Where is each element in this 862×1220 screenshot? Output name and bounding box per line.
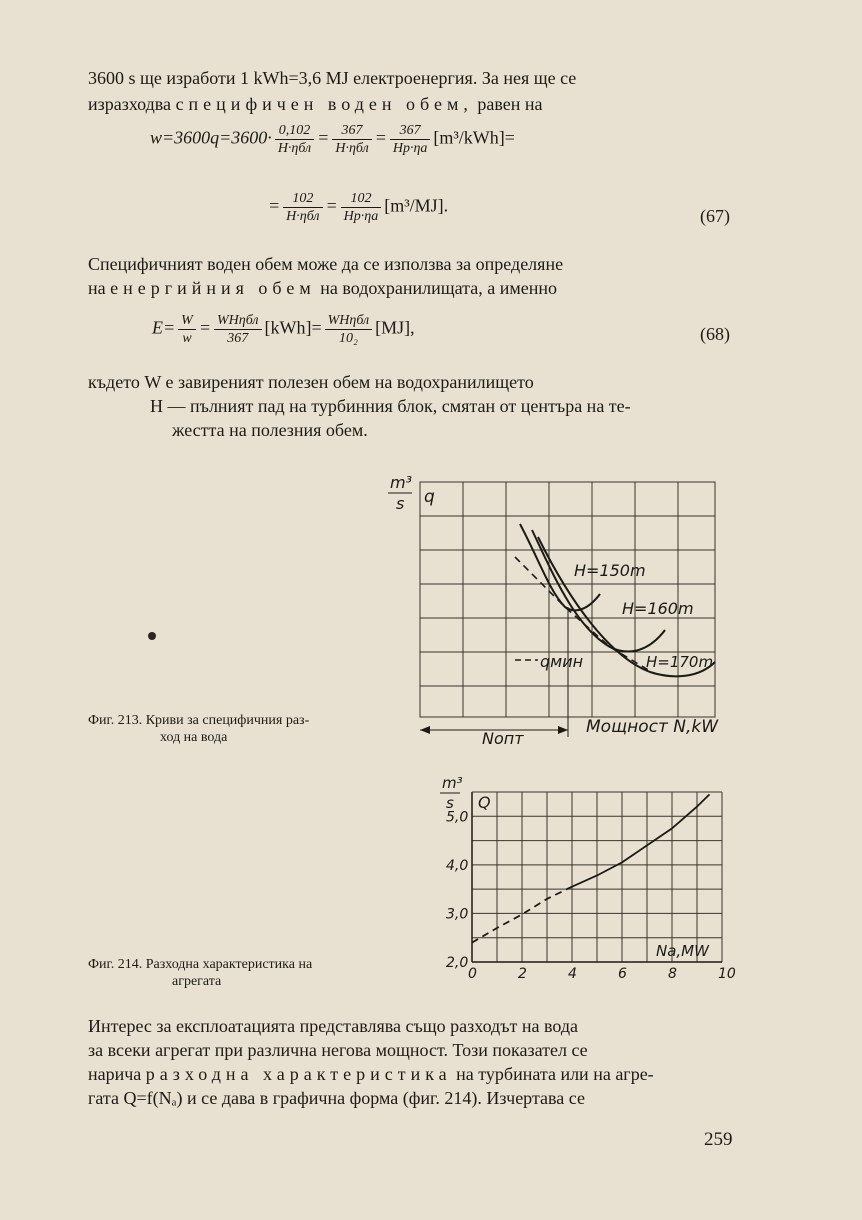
fraction xyxy=(178,312,196,347)
x-tick-label: 10 xyxy=(718,966,736,982)
numerator: 367 xyxy=(390,122,431,140)
fig214-xlabel: Nа,MW xyxy=(656,942,709,960)
curve-label-h170: H=170m xyxy=(646,653,714,671)
fig214-ylabel-den: s xyxy=(446,794,454,812)
text-fragment: на водохранилищата, а именно xyxy=(320,278,558,298)
bullet-dot xyxy=(148,632,156,640)
body-text-line: Специфичният воден обем може да се използва за определяне xyxy=(88,254,564,274)
fig213-ylabel-den: s xyxy=(396,494,405,513)
body-text-line xyxy=(88,1062,654,1086)
equation-number: (68) xyxy=(700,324,730,344)
fig214-ylabel-num: m³ xyxy=(442,774,463,792)
text-fragment: на турбината или на агре- xyxy=(456,1064,654,1084)
curve-label-h150: H=150m xyxy=(574,561,646,580)
unit: [m³/kWh]= xyxy=(433,127,515,148)
denominator: 10₂ xyxy=(338,331,358,346)
emphasized-term: енергийния обем xyxy=(110,278,316,298)
y-tick-label: 2,0 xyxy=(446,955,469,971)
body-text-line xyxy=(88,276,557,300)
equals-sign: = xyxy=(325,195,338,216)
x-tick-label: 0 xyxy=(468,966,477,982)
nopt-label: Nопт xyxy=(482,729,524,748)
denominator: Hр·ηа xyxy=(343,209,379,224)
numerator: WHηбл xyxy=(325,312,373,330)
emphasized-term: разходна характеристика xyxy=(145,1064,452,1084)
body-text-line: гата Q=f(Nₐ) и се дава в графична форма (фиг. 214). Изчертава се xyxy=(88,1088,585,1108)
equals-sign: = xyxy=(268,195,281,216)
text-fragment: изразходва xyxy=(88,94,172,114)
numerator: 102 xyxy=(283,190,322,208)
x-tick-label: 4 xyxy=(568,966,577,982)
figure-214-caption-line: Фиг. 214. Разходна характеристика на xyxy=(88,957,313,972)
fraction xyxy=(325,312,373,347)
fig213-xlabel: Мощност N,kW xyxy=(586,717,719,737)
x-tick-label: 2 xyxy=(518,966,527,982)
numerator: W xyxy=(178,312,196,330)
denominator: H·ηбл xyxy=(335,141,369,156)
denominator: 367 xyxy=(227,331,249,346)
body-text-line: където W е завиреният полезен обем на водохранилището xyxy=(88,372,534,392)
body-text-line: за всеки агрегат при различна негова мощност. Този показател се xyxy=(88,1040,588,1060)
y-tick-label: 5,0 xyxy=(446,809,469,826)
fraction xyxy=(390,122,431,157)
denominator: H·ηбл xyxy=(286,209,320,224)
fraction xyxy=(341,190,382,225)
y-tick-label: 4,0 xyxy=(446,857,469,874)
equation-67-line2 xyxy=(268,190,448,225)
figure-214 xyxy=(430,770,740,992)
body-text-line: H — пълният пад на турбинния блок, смятан от центъра на те- xyxy=(150,396,631,416)
x-tick-label: 6 xyxy=(618,966,627,982)
fraction xyxy=(332,122,371,157)
denominator: H·ηбл xyxy=(277,141,312,156)
figure-214-caption-line: агрегата xyxy=(172,974,222,989)
emphasized-term: специфичен воден обем, xyxy=(175,94,473,114)
fig213-ylabel-num: m³ xyxy=(390,473,412,492)
numerator: 367 xyxy=(332,122,371,140)
fraction xyxy=(283,190,322,225)
curve-label-h160: H=160m xyxy=(622,599,694,618)
numerator: WHηбл xyxy=(214,312,262,330)
figure-213 xyxy=(360,462,740,752)
body-text-line: жестта на полезния обем. xyxy=(172,420,368,440)
numerator: 0,102 xyxy=(275,122,314,140)
equation-number: (67) xyxy=(700,206,730,226)
equals-sign: = xyxy=(317,127,330,148)
denominator: Hр·ηа xyxy=(392,141,428,156)
body-text-line: Интерес за експлоатацията представлява също разходът на вода xyxy=(88,1016,579,1036)
fig214-ylabel-var: Q xyxy=(478,793,491,812)
body-text-line: 3600 s ще изработи 1 kWh=3,6 MJ електроенергия. За нея ще се xyxy=(88,68,577,88)
figure-213-caption-line: Фиг. 213. Криви за специфичния раз- xyxy=(88,713,310,728)
equals-sign: = xyxy=(374,127,387,148)
equation-lhs: E= xyxy=(152,317,176,338)
unit: [m³/MJ]. xyxy=(384,195,449,216)
equation-lhs: w=3600q=3600· xyxy=(150,127,272,148)
qmin-label: qмин xyxy=(540,652,584,671)
y-tick-label: 3,0 xyxy=(446,906,469,923)
unit: [kWh]= xyxy=(264,317,322,338)
text-fragment: равен на xyxy=(477,94,543,114)
fraction xyxy=(214,312,262,347)
equals-sign: = xyxy=(198,317,211,338)
fig213-ylabel-var: q xyxy=(424,487,435,507)
text-fragment: нарича xyxy=(88,1064,142,1084)
body-text-line xyxy=(88,92,543,116)
unit: [MJ], xyxy=(375,317,415,338)
equation-67-line1 xyxy=(150,122,515,157)
x-tick-label: 8 xyxy=(668,966,677,982)
page-number: 259 xyxy=(704,1129,733,1150)
fraction xyxy=(275,122,314,157)
denominator: w xyxy=(182,331,192,346)
numerator: 102 xyxy=(341,190,382,208)
arrow-right-icon xyxy=(558,726,568,734)
equation-68 xyxy=(152,312,415,347)
figure-213-caption-line: ход на вода xyxy=(160,730,228,745)
arrow-left-icon xyxy=(420,726,430,734)
text-fragment: на xyxy=(88,278,106,298)
